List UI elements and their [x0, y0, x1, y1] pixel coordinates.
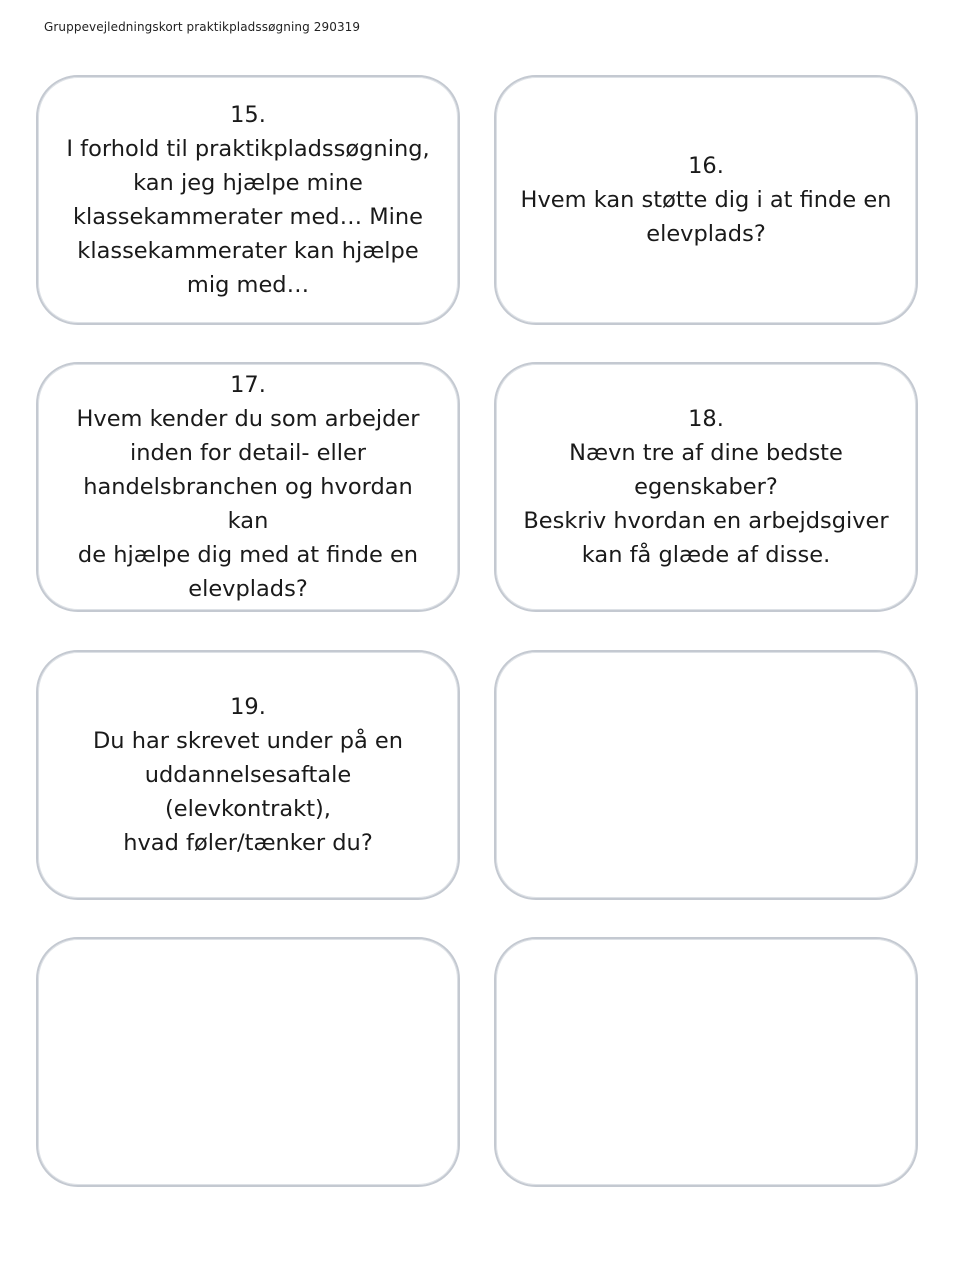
- card-text-line: mig med…: [186, 272, 310, 298]
- card-text-line: klassekammerater med… Mine: [72, 204, 424, 230]
- question-card-16: [494, 75, 918, 325]
- card-text-line: Nævn tre af dine bedste: [569, 440, 843, 466]
- card-text-line: elevplads?: [646, 221, 766, 247]
- card-text-line: hvad føler/tænker du?: [123, 830, 373, 856]
- card-text-line: kan få glæde af disse.: [581, 542, 831, 568]
- page-header: Gruppevejledningskort praktikpladssøgning 290319: [44, 20, 361, 34]
- card-text-line: Hvem kender du som arbejder: [76, 406, 420, 432]
- card-text-line: Hvem kan støtte dig i at finde en: [520, 187, 892, 213]
- card-text-line: handelsbranchen og hvordan kan: [83, 474, 413, 534]
- card-text-line: uddannelsesaftale (elevkontrakt),: [144, 762, 352, 822]
- card-text-line: Beskriv hvordan en arbejdsgiver: [523, 508, 889, 534]
- card-text-line: elevplads?: [188, 576, 308, 602]
- card-text-line: klassekammerater kan hjælpe: [77, 238, 419, 264]
- card-text-line: Du har skrevet under på en: [92, 728, 404, 754]
- card-text-line: de hjælpe dig med at finde en: [77, 542, 419, 568]
- question-card-18: [494, 362, 918, 612]
- card-text-line: egenskaber?: [634, 474, 778, 500]
- card-number: 18.: [688, 406, 724, 432]
- blank-card: [494, 650, 918, 900]
- card-number: 15.: [230, 102, 266, 128]
- card-number: 16.: [688, 153, 724, 179]
- card-number: 19.: [230, 694, 266, 720]
- card-text-line: inden for detail- eller: [129, 440, 367, 466]
- blank-card: [494, 937, 918, 1187]
- question-card-19: [36, 650, 460, 900]
- question-card-15: [36, 75, 460, 325]
- blank-card: [36, 937, 460, 1187]
- card-text-line: kan jeg hjælpe mine: [133, 170, 363, 196]
- card-text-line: I forhold til praktikpladssøgning,: [66, 136, 430, 162]
- card-number: 17.: [230, 372, 266, 398]
- question-card-17: [36, 362, 460, 612]
